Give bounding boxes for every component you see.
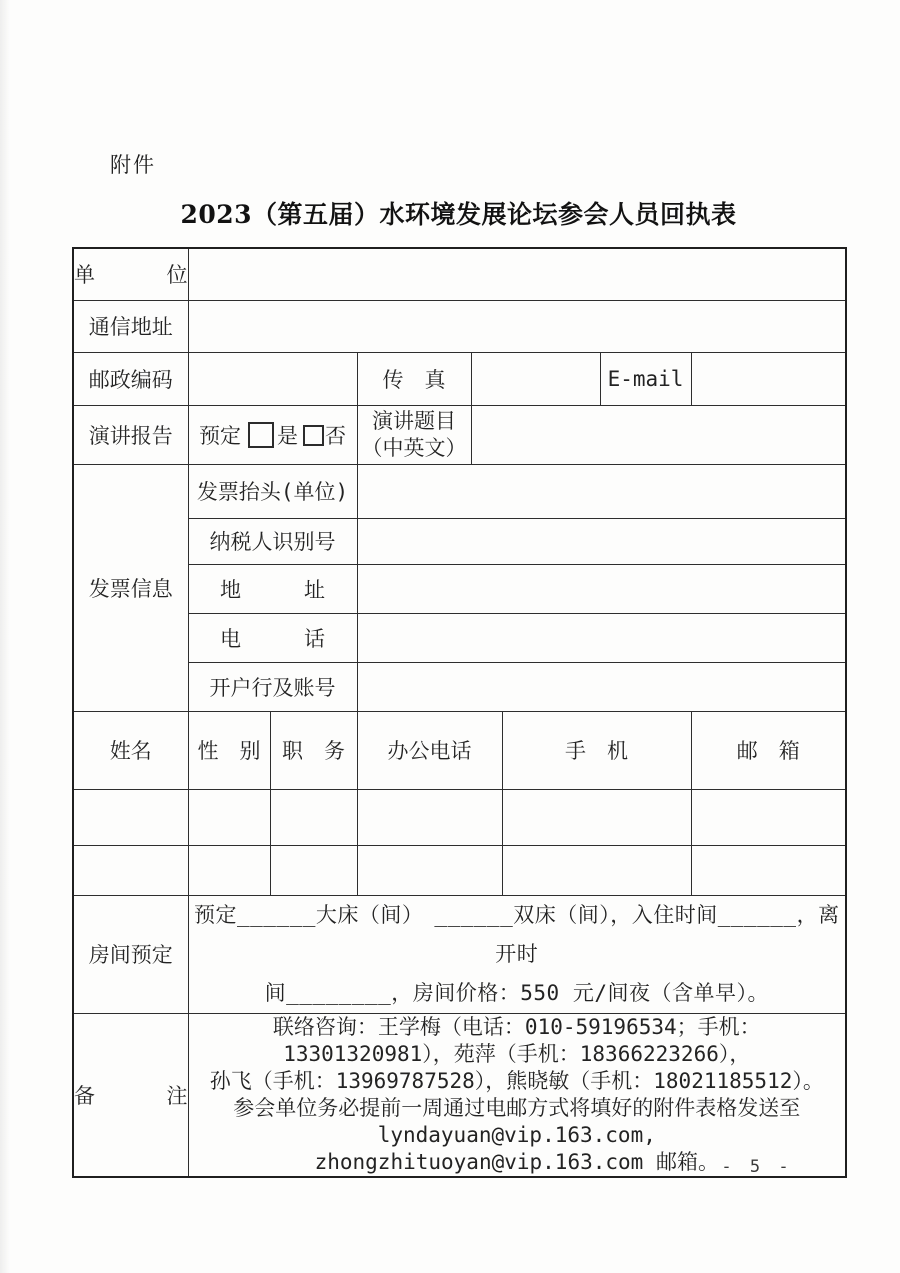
speech-topic-line2: （中英文）	[361, 435, 467, 460]
attendee-office-phone-cell	[357, 789, 502, 845]
attendee-mobile-cell	[502, 789, 691, 845]
invoice-title-label: 发票抬头(单位)	[188, 464, 357, 518]
table-row	[73, 464, 846, 518]
attendee-gender-cell	[188, 845, 270, 895]
table-row	[73, 662, 846, 711]
yes-label: 是	[277, 423, 298, 448]
yes-checkbox	[248, 422, 274, 448]
remarks-line2: 孙飞（手机：13969787528），熊晓敏（手机：18021185512）。	[209, 1068, 824, 1093]
invoice-address-label: 地 址	[188, 564, 357, 613]
attachment-label: 附件	[110, 153, 156, 177]
attendee-mailbox-cell	[691, 789, 846, 845]
attendee-name-cell	[73, 845, 188, 895]
fax-value-cell	[471, 352, 600, 405]
invoice-phone-value-cell	[357, 613, 846, 662]
invoice-info-label: 发票信息	[73, 464, 188, 711]
speech-topic-line1: 演讲题目	[372, 408, 456, 433]
booking-prefix-label: 预定	[199, 423, 241, 448]
email-label: E-mail	[600, 352, 691, 405]
position-header: 职 务	[270, 711, 357, 789]
invoice-phone-label: 电 话	[188, 613, 357, 662]
postal-code-label: 邮政编码	[73, 352, 188, 405]
room-booking-line1: 预定______大床（间） ______双床（间），入住时间______，离开时	[194, 902, 840, 966]
address-value-cell	[188, 300, 846, 352]
unit-label: 单位	[73, 248, 188, 300]
room-booking-label: 房间预定	[73, 895, 188, 1013]
postal-code-value-cell	[188, 352, 357, 405]
office-phone-header: 办公电话	[357, 711, 502, 789]
bank-account-value-cell	[357, 662, 846, 711]
attendee-gender-cell	[188, 789, 270, 845]
table-row	[73, 613, 846, 662]
name-header: 姓名	[73, 711, 188, 789]
attendee-office-phone-cell	[357, 845, 502, 895]
remarks-line4: zhongzhituoyan@vip.163.com 邮箱。	[314, 1149, 719, 1174]
speech-topic-label-cell	[357, 405, 471, 464]
attendee-name-cell	[73, 789, 188, 845]
table-row	[73, 248, 846, 300]
unit-value-cell	[188, 248, 846, 300]
bank-account-label: 开户行及账号	[188, 662, 357, 711]
no-checkbox	[303, 425, 324, 446]
attendee-blank-row	[73, 789, 846, 845]
remarks-line3: 参会单位务必提前一周通过电邮方式将填好的附件表格发送至 lyndayuan@vip.163.com,	[233, 1095, 801, 1147]
speech-topic-value-cell	[471, 405, 846, 464]
speech-booking-cell	[188, 405, 357, 464]
fax-label: 传 真	[357, 352, 471, 405]
table-row	[73, 564, 846, 613]
invoice-address-value-cell	[357, 564, 846, 613]
table-row	[73, 300, 846, 352]
taxpayer-id-label: 纳税人识别号	[188, 518, 357, 564]
room-booking-line2: 间________，房间价格：550 元/间夜（含单早）。	[264, 980, 769, 1005]
address-label: 通信地址	[73, 300, 188, 352]
attendee-blank-row	[73, 845, 846, 895]
mailbox-header: 邮 箱	[691, 711, 846, 789]
remarks-text-cell	[188, 1013, 846, 1177]
attendee-mailbox-cell	[691, 845, 846, 895]
page-number: - 5 -	[721, 1157, 793, 1177]
gender-header: 性 别	[188, 711, 270, 789]
speech-report-label: 演讲报告	[73, 405, 188, 464]
attendee-header-row	[73, 711, 846, 789]
attendee-mobile-cell	[502, 845, 691, 895]
room-booking-text-cell	[188, 895, 846, 1013]
remarks-line1: 联络咨询：王学梅（电话：010-59196534；手机：13301320981），苑萍（手机：18366223266），	[272, 1014, 761, 1066]
table-row	[73, 518, 846, 564]
no-label: 否	[325, 423, 346, 448]
email-value-cell	[691, 352, 846, 405]
table-row	[73, 405, 846, 464]
attendee-position-cell	[270, 789, 357, 845]
attendee-position-cell	[270, 845, 357, 895]
table-row	[73, 1013, 846, 1177]
invoice-title-value-cell	[357, 464, 846, 518]
table-row	[73, 352, 846, 405]
table-row	[73, 895, 846, 1013]
page-title: 2023（第五届）水环境发展论坛参会人员回执表	[180, 200, 737, 229]
mobile-header: 手 机	[502, 711, 691, 789]
taxpayer-id-value-cell	[357, 518, 846, 564]
reply-form-table	[72, 247, 847, 1178]
remarks-label: 备注	[73, 1013, 188, 1177]
